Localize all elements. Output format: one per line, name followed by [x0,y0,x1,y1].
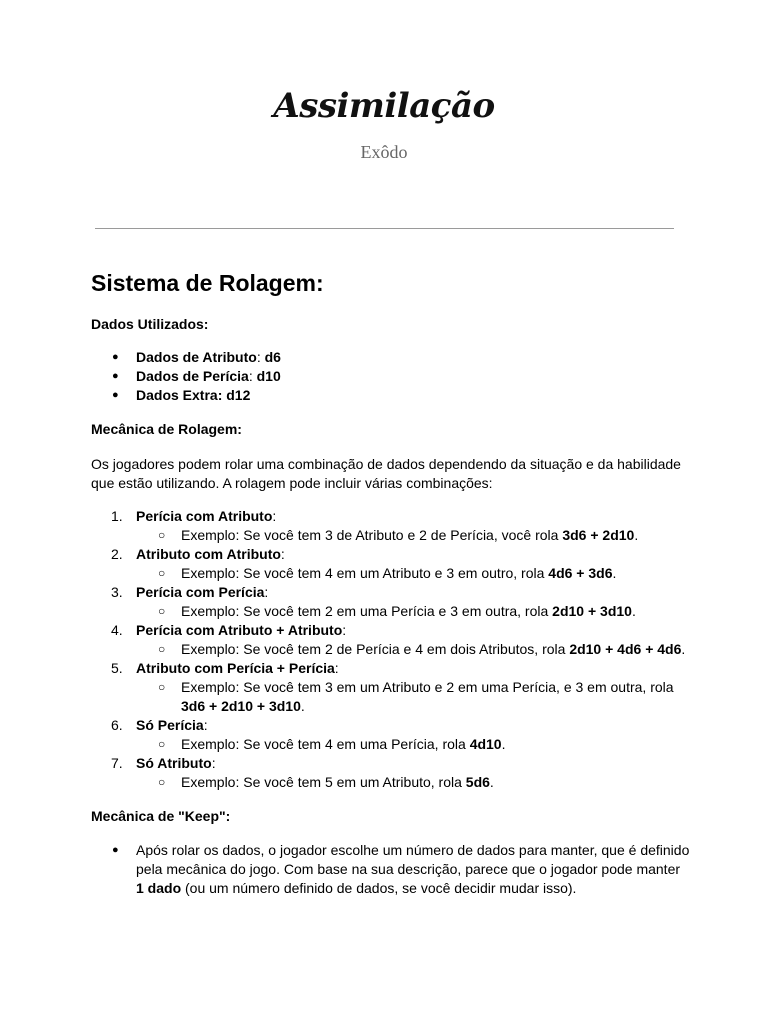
step-number: 5. [111,660,123,676]
mechanic-label: Mecânica de Rolagem: [91,421,242,437]
step-title: Só Atributo [136,755,212,771]
example-roll: 4d10 [469,736,502,752]
step-title: Perícia com Atributo + Atributo [136,622,343,638]
example-end: . [489,774,494,790]
dice-item-name: Dados Extra: d12 [136,387,251,403]
step-item [91,507,691,545]
example-roll: 2d10 + 4d6 + 4d6 [569,641,682,657]
document-subtitle: Exôdo [360,142,408,162]
example-text: Exemplo: Se você tem 3 de Atributo e 2 de Perícia, você rola [181,527,563,543]
keep-label: Mecânica de "Keep": [91,808,231,824]
step-colon: : [272,508,277,524]
example-end: . [634,527,639,543]
step-title: Atributo com Atributo [136,546,281,562]
section-heading: Sistema de Rolagem: [91,270,324,296]
example-end: . [681,641,686,657]
dice-item [91,386,691,405]
step-example [136,526,691,545]
keep-text-before: Após rolar os dados, o jogador escolhe um número de dados para manter, que é definido pela mecânica do jogo. Com base na sua descrição, parece que o jogador pode manter [136,842,690,877]
dice-item-value: d6 [264,349,281,365]
step-number: 4. [111,622,123,638]
step-item [91,545,691,583]
step-item [91,716,691,754]
document-body [91,267,691,898]
step-number: 7. [111,755,123,771]
step-example [136,564,691,583]
step-number: 6. [111,717,123,733]
example-text: Exemplo: Se você tem 5 em um Atributo, rola [181,774,466,790]
example-text: Exemplo: Se você tem 3 em um Atributo e 2 em uma Perícia, e 3 em outra, rola [181,679,674,695]
step-colon: : [211,755,216,771]
dice-item-value: d10 [256,368,281,384]
step-number: 3. [111,584,123,600]
mechanic-steps [91,507,691,792]
example-text: Exemplo: Se você tem 2 em uma Perícia e 3 em outra, rola [181,603,553,619]
step-colon: : [264,584,269,600]
dice-list [91,348,691,405]
example-text: Exemplo: Se você tem 4 em uma Perícia, rola [181,736,470,752]
example-text: Exemplo: Se você tem 4 em um Atributo e 3 em outro, rola [181,565,549,581]
dice-item-sep: : [248,368,257,384]
keep-text-after: (ou um número definido de dados, se você decidir mudar isso). [181,880,577,896]
step-title: Só Perícia [136,717,204,733]
step-item [91,621,691,659]
step-title: Perícia com Perícia [136,584,265,600]
example-end: . [300,698,305,714]
step-number: 2. [111,546,123,562]
step-example [136,640,691,659]
step-colon: : [280,546,285,562]
keep-bold: 1 dado [136,880,182,896]
dice-item [91,367,691,386]
step-title: Perícia com Atributo [136,508,273,524]
step-example [136,773,691,792]
example-end: . [631,603,636,619]
keep-item [91,841,691,898]
example-roll: 3d6 + 2d10 [562,527,635,543]
example-end: . [501,736,506,752]
example-roll: 4d6 + 3d6 [548,565,613,581]
step-item [91,659,691,716]
example-roll: 3d6 + 2d10 + 3d10 [181,698,301,714]
step-item [91,754,691,792]
dice-label: Dados Utilizados: [91,316,209,332]
mechanic-intro: Os jogadores podem rolar uma combinação de dados dependendo da situação e da habilidade que estão utilizando. A rolagem pode incluir várias combinações: [91,456,681,491]
keep-list [91,841,691,898]
dice-item-sep: : [256,349,265,365]
step-colon: : [334,660,339,676]
step-title: Atributo com Perícia + Perícia [136,660,335,676]
step-colon: : [342,622,347,638]
step-example [136,735,691,754]
step-number: 1. [111,508,123,524]
example-roll: 5d6 [465,774,490,790]
example-roll: 2d10 + 3d10 [552,603,632,619]
step-colon: : [203,717,208,733]
step-example [136,602,691,621]
horizontal-divider [95,228,674,229]
dice-item-name: Dados de Perícia [136,368,249,384]
example-text: Exemplo: Se você tem 2 de Perícia e 4 em dois Atributos, rola [181,641,570,657]
step-item [91,583,691,621]
dice-item [91,348,691,367]
document-title: Assimilação [273,86,495,126]
example-end: . [612,565,617,581]
dice-item-name: Dados de Atributo [136,349,257,365]
step-example [136,678,691,716]
